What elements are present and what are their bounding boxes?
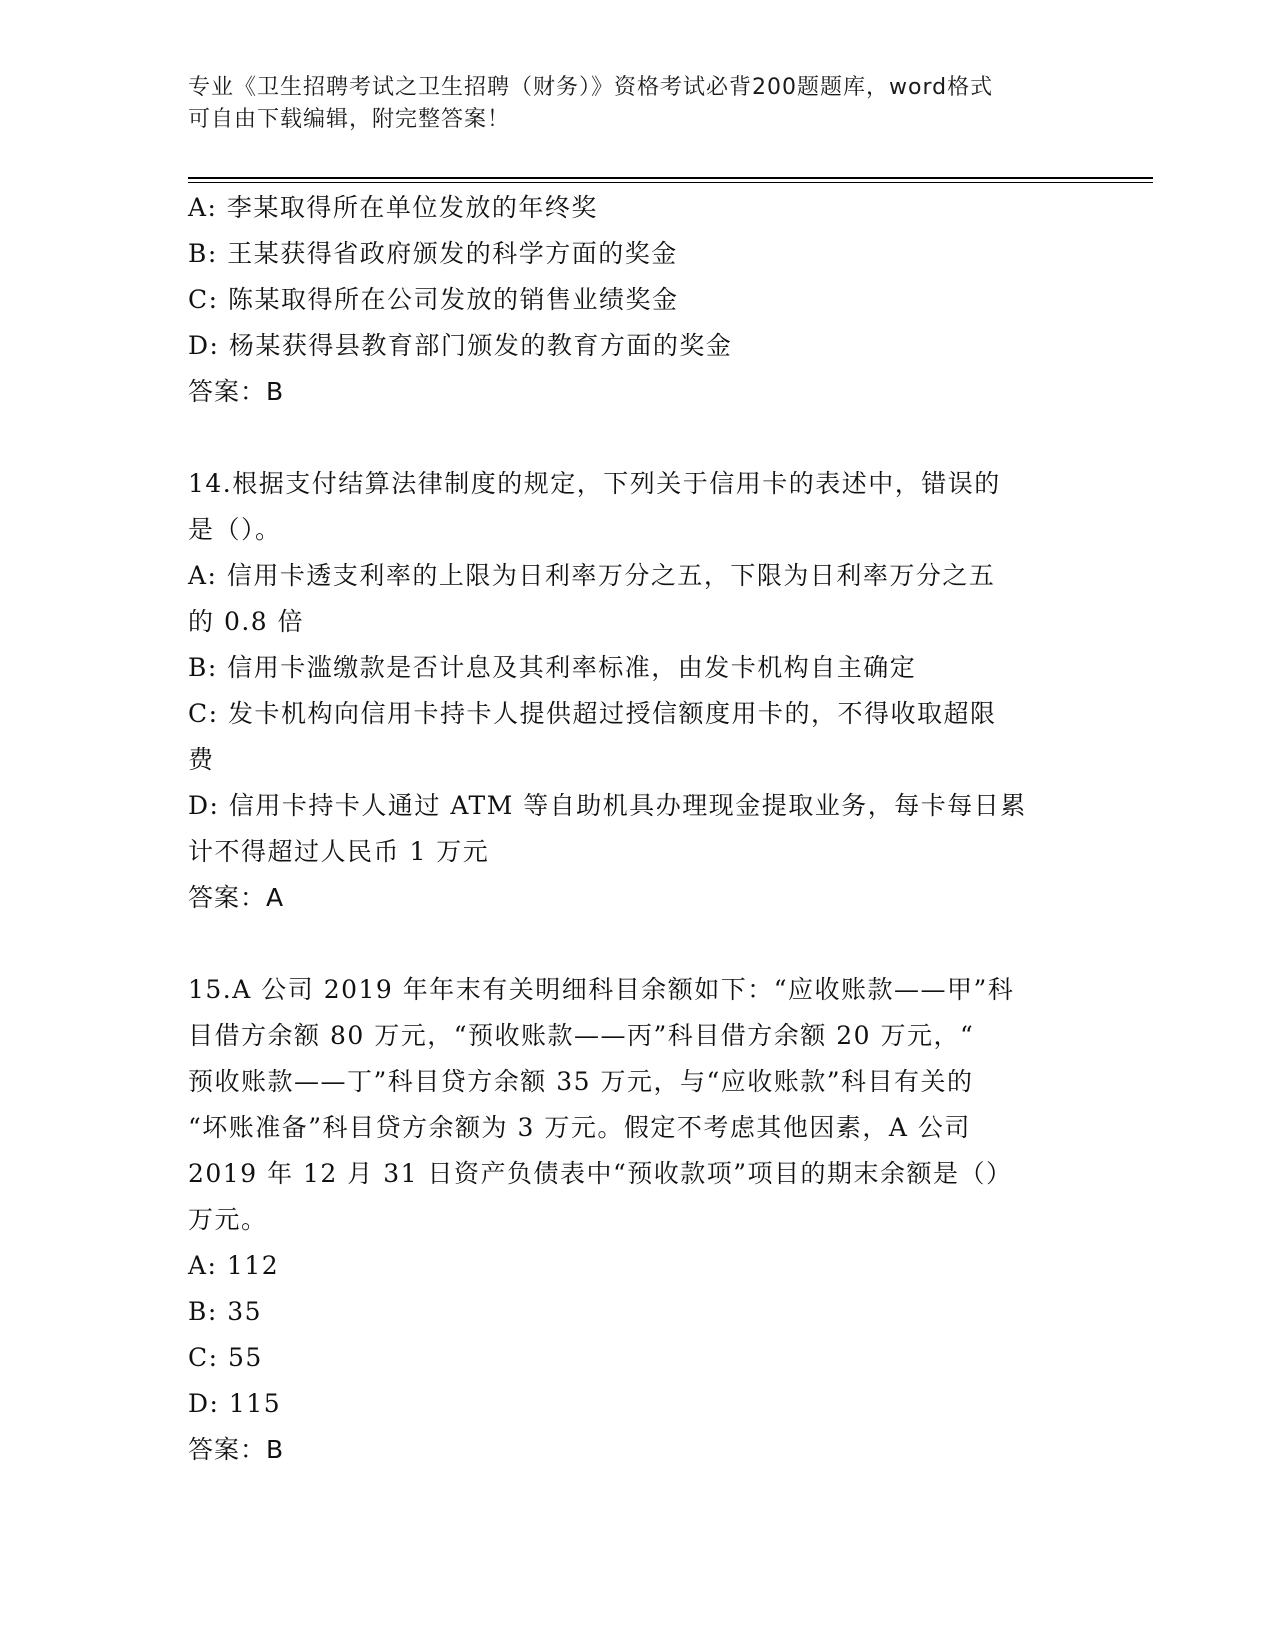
q13-option-c: C: 陈某取得所在公司发放的销售业绩奖金 — [188, 285, 679, 314]
header-line-2: 可自由下载编辑，附完整答案！ — [188, 107, 511, 132]
q14-option-b: B: 信用卡滥缴款是否计息及其利率标准，由发卡机构自主确定 — [188, 653, 917, 682]
q15-stem-line-6: 万元。 — [188, 1205, 268, 1234]
q14-option-c-line-2: 费 — [188, 745, 215, 774]
q15-stem-line-5: 2019 年 12 月 31 日资产负债表中“预收款项”项目的期末余额是（） — [188, 1159, 1013, 1188]
q13-option-d: D: 杨某获得县教育部门颁发的教育方面的奖金 — [188, 331, 733, 360]
q15-option-c: C: 55 — [188, 1343, 263, 1372]
q15-stem-line-2: 目借方余额 80 万元，“预收账款——丙”科目借方余额 20 万元，“ — [188, 1021, 975, 1050]
q14-option-a-line-1: A: 信用卡透支利率的上限为日利率万分之五，下限为日利率万分之五 — [188, 561, 996, 590]
question-14-block — [188, 461, 1068, 921]
q14-answer: 答案：A — [188, 883, 285, 912]
spacer — [188, 921, 1068, 967]
q15-stem-line-1: 15.A 公司 2019 年年末有关明细科目余额如下：“应收账款——甲”科 — [188, 975, 1015, 1004]
spacer — [188, 415, 1068, 461]
header-divider-thick — [188, 177, 1153, 179]
question-content — [188, 185, 1068, 1473]
q13-option-b: B: 王某获得省政府颁发的科学方面的奖金 — [188, 239, 678, 268]
question-15-block — [188, 967, 1068, 1473]
q15-stem-line-4: “坏账准备”科目贷方余额为 3 万元。假定不考虑其他因素，A 公司 — [188, 1113, 971, 1142]
q15-option-a: A: 112 — [188, 1251, 280, 1280]
q13-answer: 答案：B — [188, 377, 285, 406]
q15-stem-line-3: 预收账款——丁”科目贷方余额 35 万元，与“应收账款”科目有关的 — [188, 1067, 974, 1096]
header-divider-thin — [188, 182, 1153, 183]
document-header — [188, 72, 1068, 136]
q15-option-d: D: 115 — [188, 1389, 282, 1418]
question-13-block — [188, 185, 1068, 415]
q14-option-c-line-1: C: 发卡机构向信用卡持卡人提供超过授信额度用卡的，不得收取超限 — [188, 699, 997, 728]
q15-answer: 答案：B — [188, 1435, 285, 1464]
q14-option-d-line-2: 计不得超过人民币 1 万元 — [188, 837, 490, 866]
q14-option-d-line-1: D: 信用卡持卡人通过 ATM 等自助机具办理现金提取业务，每卡每日累 — [188, 791, 1027, 820]
q14-stem-line-1: 14.根据支付结算法律制度的规定，下列关于信用卡的表述中，错误的 — [188, 469, 1001, 498]
q13-option-a: A: 李某取得所在单位发放的年终奖 — [188, 193, 598, 222]
q14-stem-line-2: 是（）。 — [188, 515, 282, 544]
q14-option-a-line-2: 的 0.8 倍 — [188, 607, 305, 636]
header-line-1: 专业《卫生招聘考试之卫生招聘（财务）》资格考试必背200题题库，word格式 — [188, 75, 994, 100]
q15-option-b: B: 35 — [188, 1297, 263, 1326]
